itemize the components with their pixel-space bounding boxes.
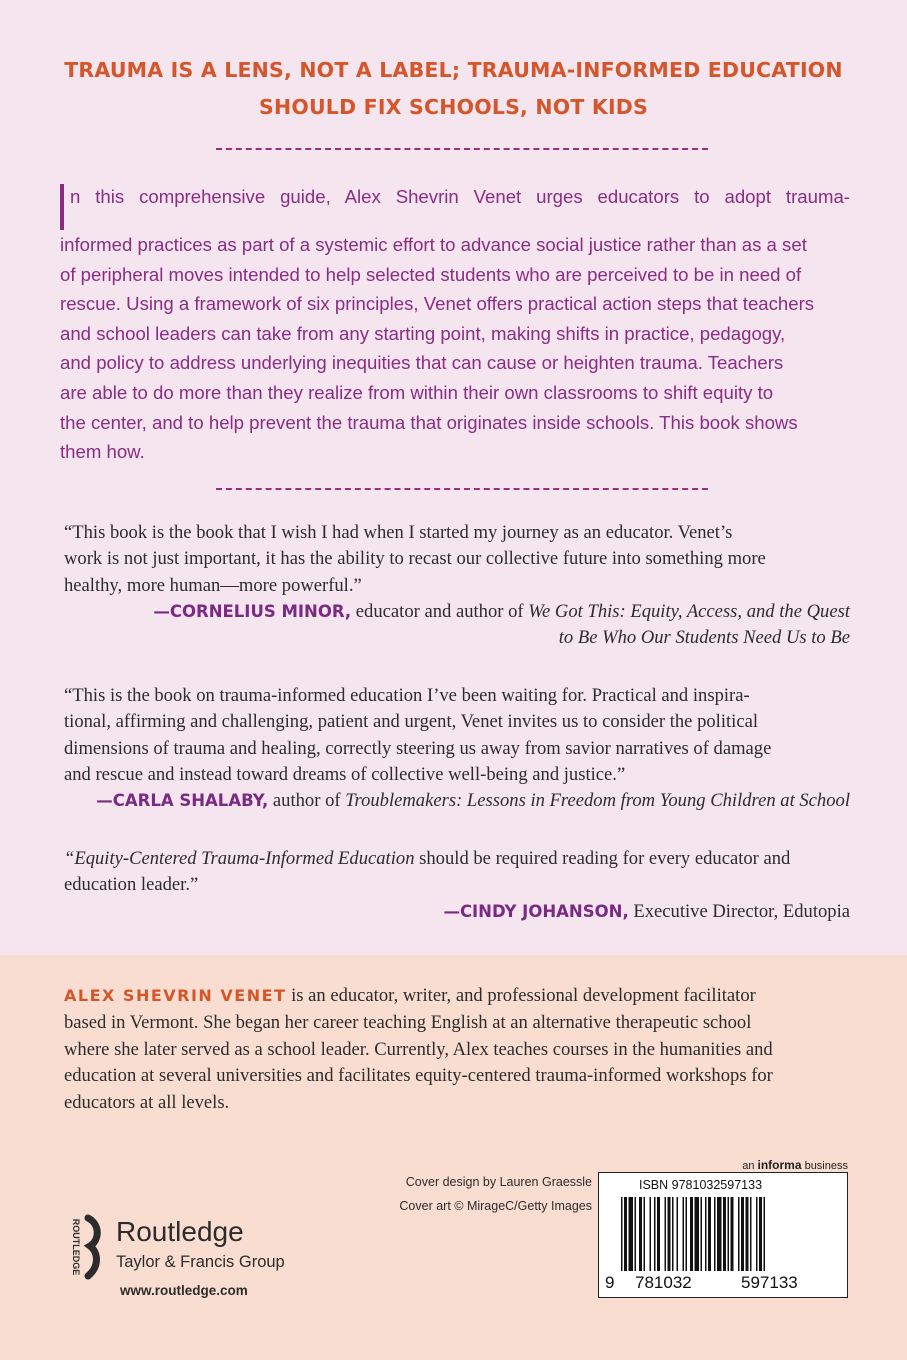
barcode-bar xyxy=(624,1197,627,1271)
barcode-bar xyxy=(695,1197,700,1271)
publisher-group: Taylor & Francis Group xyxy=(116,1253,285,1271)
barcode-bar xyxy=(746,1197,749,1271)
barcode-bar xyxy=(621,1197,623,1271)
cover-art-credit: Cover art © MirageC/Getty Images xyxy=(399,1199,592,1213)
headline-line-1: TRAUMA IS A LENS, NOT A LABEL; TRAUMA-INFORMED EDUCATION xyxy=(64,58,843,82)
informa-business-label: an informa business xyxy=(742,1158,848,1172)
headline xyxy=(0,52,907,126)
barcode-bar xyxy=(657,1197,660,1271)
quote-line: “Equity-Centered Trauma-Informed Education should be required reading for every educator and xyxy=(64,848,791,869)
cover-design-credit: Cover design by Lauren Graessle xyxy=(405,1175,592,1189)
blurb-line-6: and policy to address underlying inequities that can cause or heighten trauma. Teachers xyxy=(60,352,784,374)
publisher-name: Routledge xyxy=(116,1216,244,1247)
blurb-line-8: the center, and to help prevent the trauma that originates inside schools. This book shows xyxy=(60,411,798,433)
barcode-bar xyxy=(738,1197,740,1271)
attribution: —CINDY JOHANSON, Executive Director, Edutopia xyxy=(443,900,850,922)
barcode-bar xyxy=(731,1197,734,1271)
blurb-line-2: informed practices as part of a systemic effort to advance social justice rather than as a set xyxy=(60,234,807,255)
blurb-line-1: n this comprehensive guide, Alex Shevrin Venet urges educators to adopt trauma- xyxy=(60,182,850,230)
bio-line: education at several universities and facilitates equity-centered trauma-informed workshops for xyxy=(64,1065,773,1087)
bio-line: educators at all levels. xyxy=(64,1092,230,1114)
blurb-line-9: them how. xyxy=(60,441,145,463)
bio-line: where she later served as a school leader. Currently, Alex teaches courses in the humanities and xyxy=(64,1038,773,1060)
endorsement-minor xyxy=(64,520,850,651)
barcode-bar xyxy=(708,1197,711,1271)
barcode-digit-group-1: 781032 xyxy=(635,1273,692,1292)
bio-line-1: ALEX SHEVRIN VENET is an educator, writer, and professional development facilitator xyxy=(64,985,756,1006)
dashed-divider-bottom xyxy=(216,488,708,490)
author-name: ALEX SHEVRIN VENET xyxy=(64,986,287,1005)
attribution-continued: to Be Who Our Students Need Us to Be xyxy=(558,627,850,649)
barcode-bar xyxy=(701,1197,703,1271)
attribution: —CARLA SHALABY, author of Troublemakers: Lessons in Freedom from Young Children at School xyxy=(96,790,850,812)
headline-line-2: SHOULD FIX SCHOOLS, NOT KIDS xyxy=(259,95,648,119)
barcode-digit-group-2: 597133 xyxy=(741,1273,798,1292)
barcode-bar xyxy=(728,1197,730,1271)
attribution: —CORNELIUS MINOR, educator and author of We Got This: Equity, Access, and the Quest xyxy=(153,600,850,622)
barcode-bar xyxy=(677,1197,679,1271)
barcode-bar xyxy=(717,1197,722,1271)
barcode-bar xyxy=(668,1197,671,1271)
barcode-bar xyxy=(639,1197,642,1271)
isbn-barcode xyxy=(598,1172,848,1298)
publisher-url: www.routledge.com xyxy=(120,1283,248,1298)
endorsement-johanson xyxy=(64,846,850,925)
endorsement-shalaby xyxy=(64,683,850,814)
barcode-bar xyxy=(750,1197,752,1271)
quote-line: dimensions of trauma and healing, correctly steering us away from savior narratives of damage xyxy=(64,737,772,759)
svg-text:ROUTLEDGE: ROUTLEDGE xyxy=(71,1218,81,1276)
quote-line: “This book is the book that I wish I had when I started my journey as an educator. Venet’s xyxy=(64,522,733,543)
blurb-line-5: and school leaders can take from any starting point, making shifts in practice, pedagogy, xyxy=(60,322,786,344)
barcode-bar xyxy=(654,1197,656,1271)
barcode-bars xyxy=(621,1197,833,1279)
dashed-divider-top xyxy=(216,148,708,150)
endorser-name: —CINDY JOHANSON, xyxy=(443,901,629,921)
barcode-bar xyxy=(665,1197,667,1271)
barcode-bar xyxy=(723,1197,726,1271)
bio-line: based in Vermont. She began her career teaching English at an alternative therapeutic school xyxy=(64,1011,752,1033)
quote-line: education leader.” xyxy=(64,874,199,896)
barcode-bar xyxy=(629,1197,634,1271)
author-bio xyxy=(64,983,854,1117)
quote-line: healthy, more human—more powerful.” xyxy=(64,574,362,596)
barcode-bar xyxy=(705,1197,707,1271)
blurb-line-3: of peripheral moves intended to help selected students who are perceived to be in need of xyxy=(60,263,802,285)
endorser-name: —CARLA SHALABY, xyxy=(96,791,269,811)
isbn-text: ISBN 9781032597133 xyxy=(639,1178,763,1192)
barcode-digit-prefix: 9 xyxy=(605,1273,615,1292)
drop-cap-bar xyxy=(60,184,64,230)
description-blurb xyxy=(60,182,850,467)
barcode-bar xyxy=(650,1197,652,1271)
barcode-bar xyxy=(635,1197,637,1271)
barcode-bar xyxy=(672,1197,674,1271)
quote-line: and rescue and instead toward dreams of collective well-being and justice.” xyxy=(64,763,626,785)
barcode-bar xyxy=(741,1197,744,1271)
barcode-bar xyxy=(644,1197,646,1271)
barcode-bar xyxy=(756,1197,758,1271)
barcode-bar xyxy=(759,1197,762,1271)
routledge-logo-icon xyxy=(60,1214,108,1280)
barcode-bar xyxy=(683,1197,685,1271)
barcode-bar xyxy=(690,1197,693,1271)
blurb-line-4: rescue. Using a framework of six principles, Venet offers practical action steps that teachers xyxy=(60,293,815,315)
quote-line: “This is the book on trauma-informed education I’ve been waiting for. Practical and inspira- xyxy=(64,685,750,706)
quote-line: tional, affirming and challenging, patient and urgent, Venet invites us to consider the political xyxy=(64,711,759,733)
endorser-name: —CORNELIUS MINOR, xyxy=(153,601,352,621)
blurb-line-7: are able to do more than they realize from within their own classrooms to shift equity to xyxy=(60,381,774,403)
barcode-bar xyxy=(714,1197,716,1271)
quote-line: work is not just important, it has the ability to recast our collective future into something more xyxy=(64,548,766,570)
barcode-bar xyxy=(686,1197,688,1271)
cover-credits xyxy=(380,1170,592,1218)
barcode-bar xyxy=(764,1197,766,1271)
